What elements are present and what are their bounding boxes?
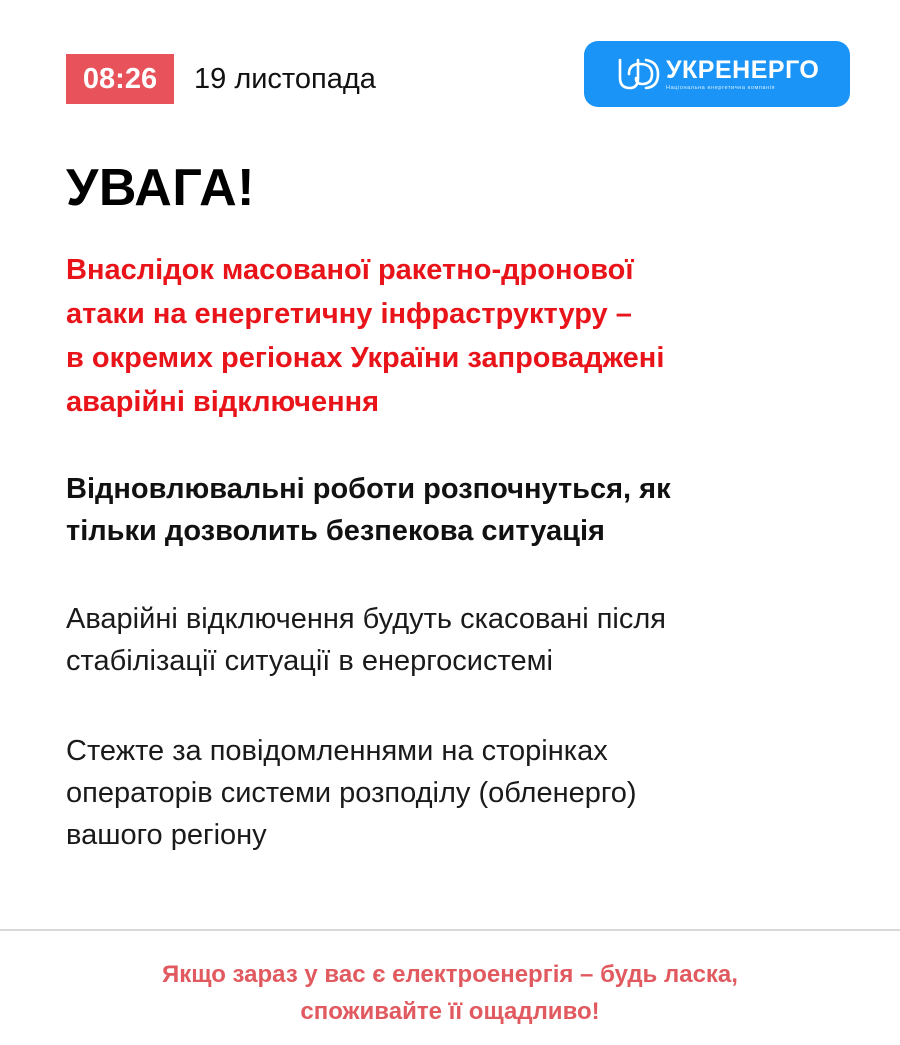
header: [66, 41, 850, 107]
outage-cancellation-info: [66, 598, 826, 682]
restoration-notice: [66, 468, 826, 552]
info-line: Аварійні відключення будуть скасовані після: [66, 603, 666, 635]
ukrenergo-logo: [584, 41, 850, 107]
footer-appeal: [0, 956, 900, 1030]
info-line: вашого регіону: [66, 819, 267, 851]
alert-line: в окремих регіонах України запроваджені: [66, 342, 665, 374]
alert-line: атаки на енергетичну інфраструктуру –: [66, 298, 632, 330]
divider: [0, 929, 900, 931]
restoration-line: Відновлювальні роботи розпочнуться, як: [66, 473, 671, 505]
footer-line: споживайте її ощадливо!: [300, 998, 600, 1025]
logo-tagline: Національна енергетична компанія: [666, 85, 776, 91]
date-label: 19 листопада: [194, 63, 376, 95]
time-badge: 08:26: [66, 54, 174, 104]
footer-line: Якщо зараз у вас є електроенергія – будь ласка,: [162, 961, 738, 988]
follow-updates-info: [66, 730, 826, 856]
alert-line: Внаслідок масованої ракетно-дронової: [66, 254, 634, 286]
info-line: Стежте за повідомленнями на сторінках: [66, 735, 608, 767]
alert-line: аварійні відключення: [66, 386, 380, 418]
logo-name: УКРЕНЕРГО: [666, 56, 820, 84]
alert-message: [66, 248, 826, 424]
ukrenergo-logo-icon: [616, 54, 662, 94]
page-title: УВАГА!: [66, 159, 255, 217]
info-line: операторів системи розподілу (обленерго): [66, 777, 637, 809]
restoration-line: тільки дозволить безпекова ситуація: [66, 515, 605, 547]
info-line: стабілізації ситуації в енергосистемі: [66, 645, 553, 677]
